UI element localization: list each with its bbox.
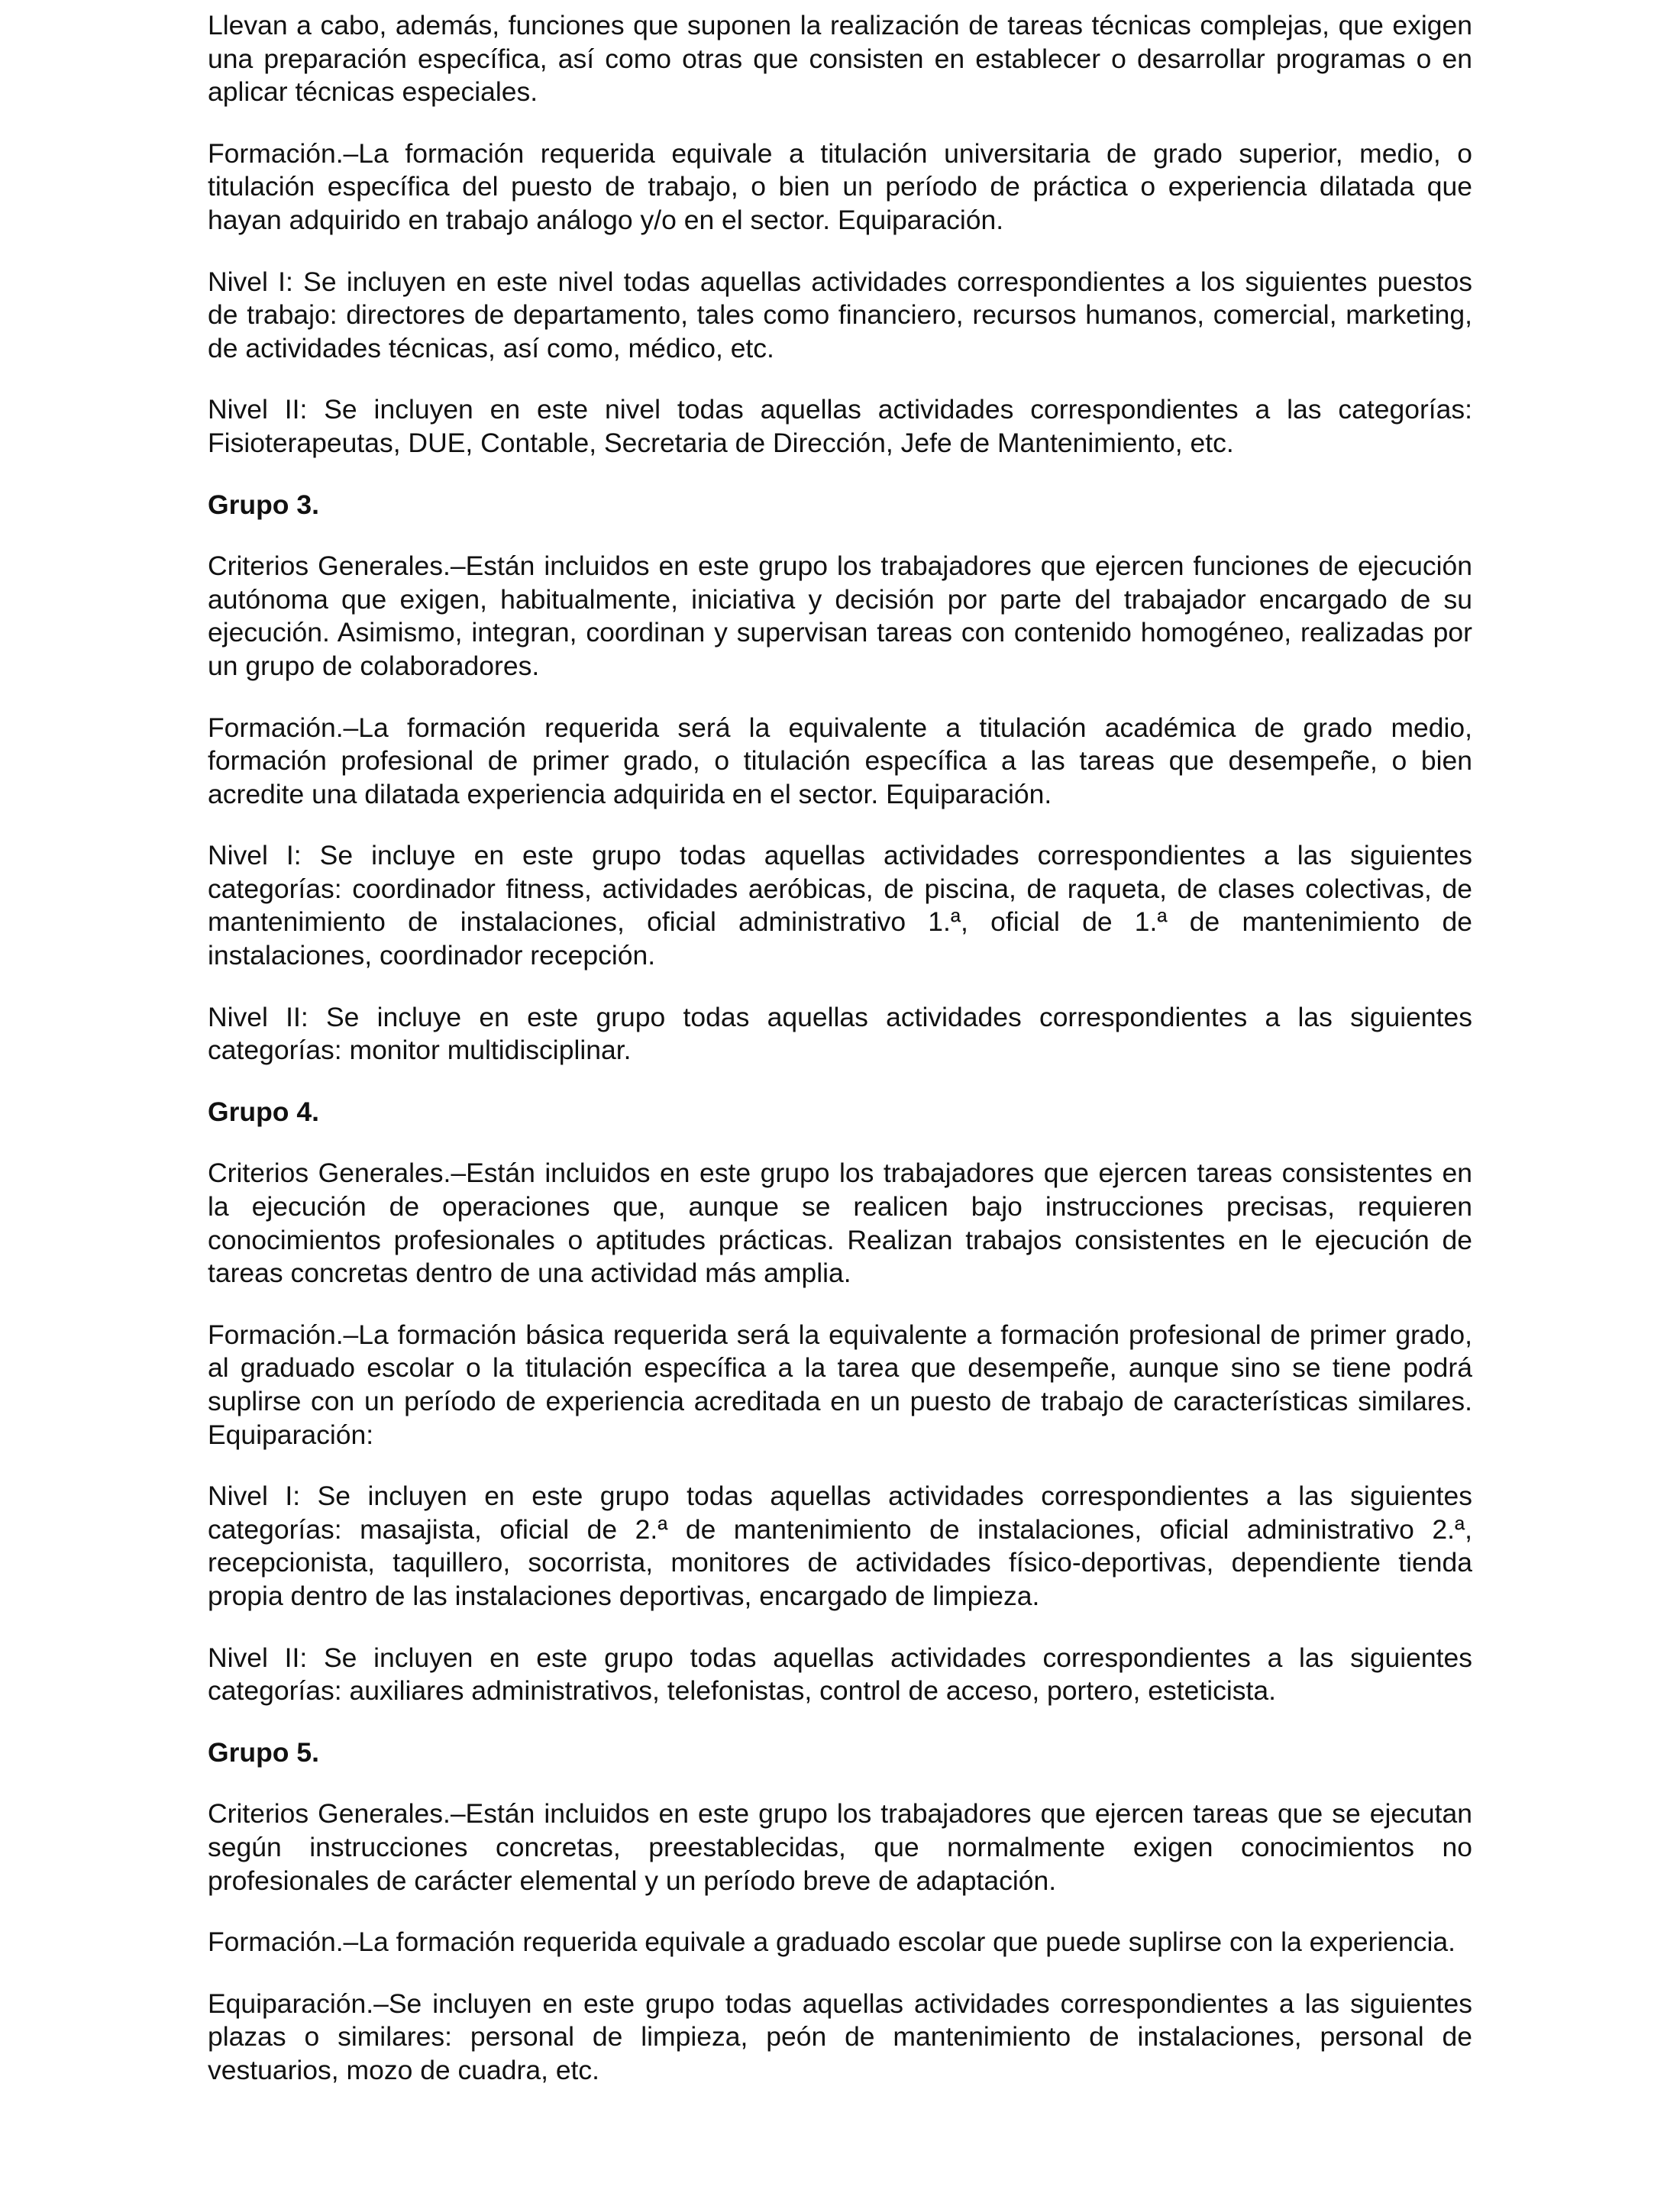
paragraph-formacion-grupo-5: Formación.–La formación requerida equivale a graduado escolar que puede suplirse con la experiencia. <box>208 1927 1456 1958</box>
paragraph-nivel-1-grupo-2: Nivel I: Se incluyen en este nivel todas aquellas actividades correspondientes a los siguientes puestos de trabajo: directores de departamento, tales como financiero, recursos humanos, comercial, marketing, de actividades técnicas, así como, médico, etc. <box>208 266 1472 363</box>
paragraph-equiparacion-grupo-5: Equiparación.–Se incluyen en este grupo todas aquellas actividades correspondientes a las siguientes plazas o similares: personal de limpieza, peón de mantenimiento de instalaciones, personal de vestuarios, mozo de cuadra, etc. <box>208 1988 1472 2085</box>
paragraph-formacion-grupo-3: Formación.–La formación requerida será la equivalente a titulación académica de grado medio, formación profesional de primer grado, o titulación específica a las tareas que desempeñe, o bien acredite una dilatada experiencia adquirida en el sector. Equiparación. <box>208 712 1472 809</box>
paragraph-nivel-2-grupo-4: Nivel II: Se incluyen en este grupo todas aquellas actividades correspondientes a las siguientes categorías: auxiliares administrativos, telefonistas, control de acceso, portero, esteticista. <box>208 1642 1472 1707</box>
paragraph-nivel-1-grupo-4: Nivel I: Se incluyen en este grupo todas aquellas actividades correspondientes a las siguientes categorías: masajista, oficial de 2.ª de mantenimiento de instalaciones, oficial administrativo 2.ª, recepcionista, taquillero, socorrista, monitores de actividades físico-deportivas, dependiente tienda propia dentro de las instalaciones deportivas, encargado de limpieza. <box>208 1481 1472 1611</box>
heading-grupo-4: Grupo 4. <box>208 1096 319 1127</box>
paragraph-nivel-2-grupo-2: Nivel II: Se incluyen en este nivel todas aquellas actividades correspondientes a las categorías: Fisioterapeutas, DUE, Contable, Secretaria de Dirección, Jefe de Mantenimiento, etc. <box>208 394 1472 458</box>
paragraph-formacion-grupo-4: Formación.–La formación básica requerida será la equivalente a formación profesional de primer grado, al graduado escolar o la titulación específica a la tarea que desempeñe, aunque sino se tiene podrá suplirse con un período de experiencia acreditada en un puesto de trabajo de características similares. Equiparación: <box>208 1319 1472 1450</box>
paragraph-nivel-1-grupo-3: Nivel I: Se incluye en este grupo todas aquellas actividades correspondientes a las siguientes categorías: coordinador fitness, actividades aeróbicas, de piscina, de raqueta, de clases colectivas, de mantenimiento de instalaciones, oficial administrativo 1.ª, oficial de 1.ª de mantenimiento de instalaciones, coordinador recepción. <box>208 840 1472 971</box>
document-page <box>208 9 1472 2116</box>
paragraph-criterios-grupo-4: Criterios Generales.–Están incluidos en este grupo los trabajadores que ejercen tareas consistentes en la ejecución de operaciones que, aunque se realicen bajo instrucciones precisas, requieren conocimientos profesionales o aptitudes prácticas. Realizan trabajos consistentes en le ejecución de tareas concretas dentro de una actividad más amplia. <box>208 1158 1472 1289</box>
paragraph-criterios-grupo-5: Criterios Generales.–Están incluidos en este grupo los trabajadores que ejercen tareas que se ejecutan según instrucciones concretas, preestablecidas, que normalmente exigen conocimientos no profesionales de carácter elemental y un período breve de adaptación. <box>208 1798 1472 1896</box>
paragraph-formacion-grupo-2: Formación.–La formación requerida equivale a titulación universitaria de grado superior, medio, o titulación específica del puesto de trabajo, o bien un período de práctica o experiencia dilatada que hayan adquirido en trabajo análogo y/o en el sector. Equiparación. <box>208 137 1472 235</box>
paragraph-nivel-2-grupo-3: Nivel II: Se incluye en este grupo todas aquellas actividades correspondientes a las siguientes categorías: monitor multidisciplinar. <box>208 1001 1472 1066</box>
paragraph-criterios-grupo-3: Criterios Generales.–Están incluidos en este grupo los trabajadores que ejercen funciones de ejecución autónoma que exigen, habitualmente, iniciativa y decisión por parte del trabajador encargado de su ejecución. Asimismo, integran, coordinan y supervisan tareas con contenido homogéneo, realizadas por un grupo de colaboradores. <box>208 551 1472 681</box>
paragraph-funciones-tecnicas: Llevan a cabo, además, funciones que suponen la realización de tareas técnicas complejas, que exigen una preparación específica, así como otras que consisten en establecer o desarrollar programas o en aplicar técnicas especiales. <box>208 10 1472 108</box>
heading-grupo-3: Grupo 3. <box>208 489 319 520</box>
heading-grupo-5: Grupo 5. <box>208 1736 319 1768</box>
